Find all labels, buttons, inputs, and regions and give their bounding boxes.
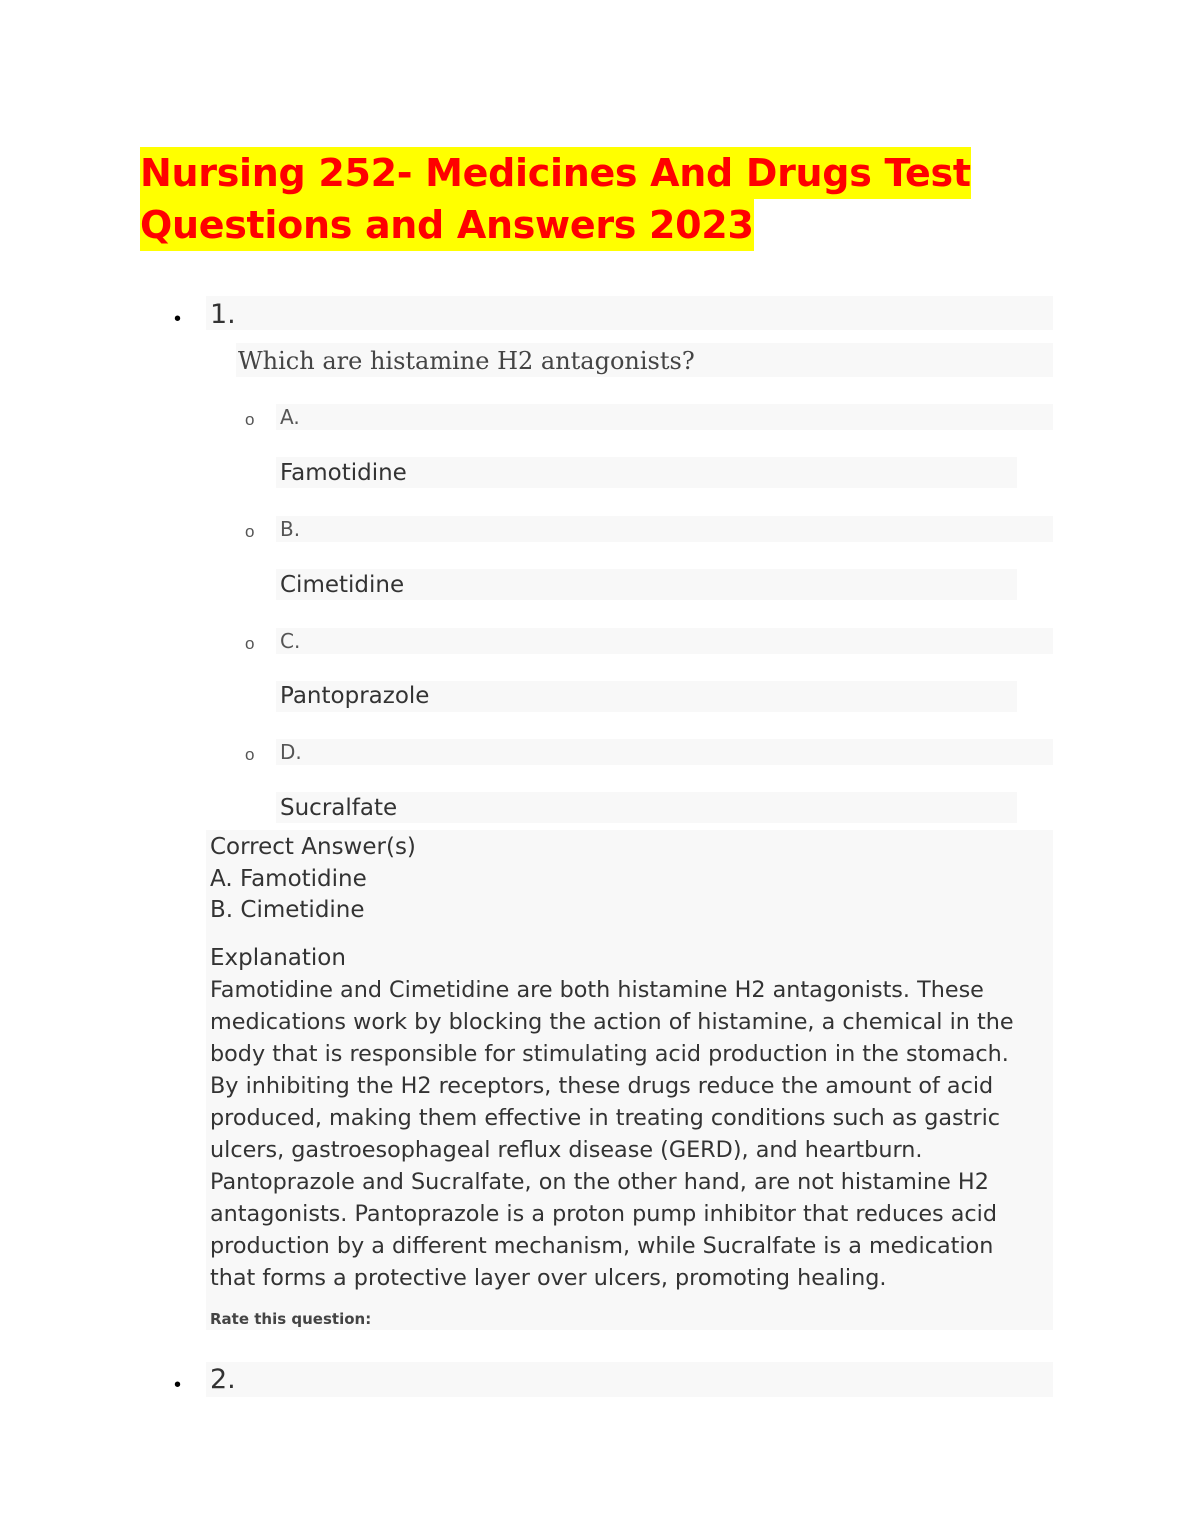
document-title	[140, 147, 971, 251]
question-1-bullet: •	[174, 308, 182, 330]
rate-question-label[interactable]: Rate this question:	[210, 1310, 372, 1328]
option-d-text[interactable]: Sucralfate	[280, 795, 398, 821]
explanation-label: Explanation	[210, 945, 346, 971]
option-c-bullet: o	[245, 634, 255, 653]
option-a-bullet: o	[245, 410, 255, 429]
option-b-text[interactable]: Cimetidine	[280, 572, 405, 598]
explanation-line: body that is responsible for stimulating acid production in the stomach.	[210, 1041, 1009, 1067]
option-a-letter-band	[276, 404, 1053, 430]
option-a-text[interactable]: Famotidine	[280, 460, 407, 486]
correct-answer-1: A. Famotidine	[210, 866, 367, 892]
option-c-letter[interactable]: C.	[280, 629, 301, 653]
question-1-number: 1.	[210, 299, 236, 330]
correct-answer-2: B. Cimetidine	[210, 897, 365, 923]
explanation-line: Famotidine and Cimetidine are both histamine H2 antagonists. These	[210, 977, 984, 1003]
option-b-letter-band	[276, 516, 1053, 542]
title-line-2: Questions and Answers 2023	[140, 199, 754, 251]
question-2-number: 2.	[210, 1364, 236, 1395]
explanation-line: produced, making them effective in treating conditions such as gastric	[210, 1105, 1001, 1131]
option-d-letter-band	[276, 739, 1053, 765]
explanation-line: By inhibiting the H2 receptors, these drugs reduce the amount of acid	[210, 1073, 994, 1099]
option-b-bullet: o	[245, 522, 255, 541]
option-d-letter[interactable]: D.	[280, 740, 302, 764]
explanation-line: antagonists. Pantoprazole is a proton pump inhibitor that reduces acid	[210, 1201, 998, 1227]
question-1-text: Which are histamine H2 antagonists?	[238, 347, 695, 375]
option-c-text[interactable]: Pantoprazole	[280, 683, 430, 709]
explanation-line: Pantoprazole and Sucralfate, on the other hand, are not histamine H2	[210, 1169, 989, 1195]
explanation-line: ulcers, gastroesophageal reflux disease (GERD), and heartburn.	[210, 1137, 923, 1163]
explanation-line: production by a different mechanism, while Sucralfate is a medication	[210, 1233, 994, 1259]
question-2-bullet: •	[174, 1374, 182, 1396]
question-2-number-band	[206, 1362, 1053, 1397]
option-d-bullet: o	[245, 745, 255, 764]
option-b-letter[interactable]: B.	[280, 517, 301, 541]
question-1-number-band	[206, 296, 1053, 330]
correct-answer-label: Correct Answer(s)	[210, 834, 416, 860]
explanation-text	[210, 974, 1052, 1294]
explanation-line: medications work by blocking the action of histamine, a chemical in the	[210, 1009, 1014, 1035]
title-line-1: Nursing 252- Medicines And Drugs Test	[140, 147, 971, 199]
explanation-line: that forms a protective layer over ulcers, promoting healing.	[210, 1265, 887, 1291]
option-c-letter-band	[276, 628, 1053, 654]
option-a-letter[interactable]: A.	[280, 405, 300, 429]
